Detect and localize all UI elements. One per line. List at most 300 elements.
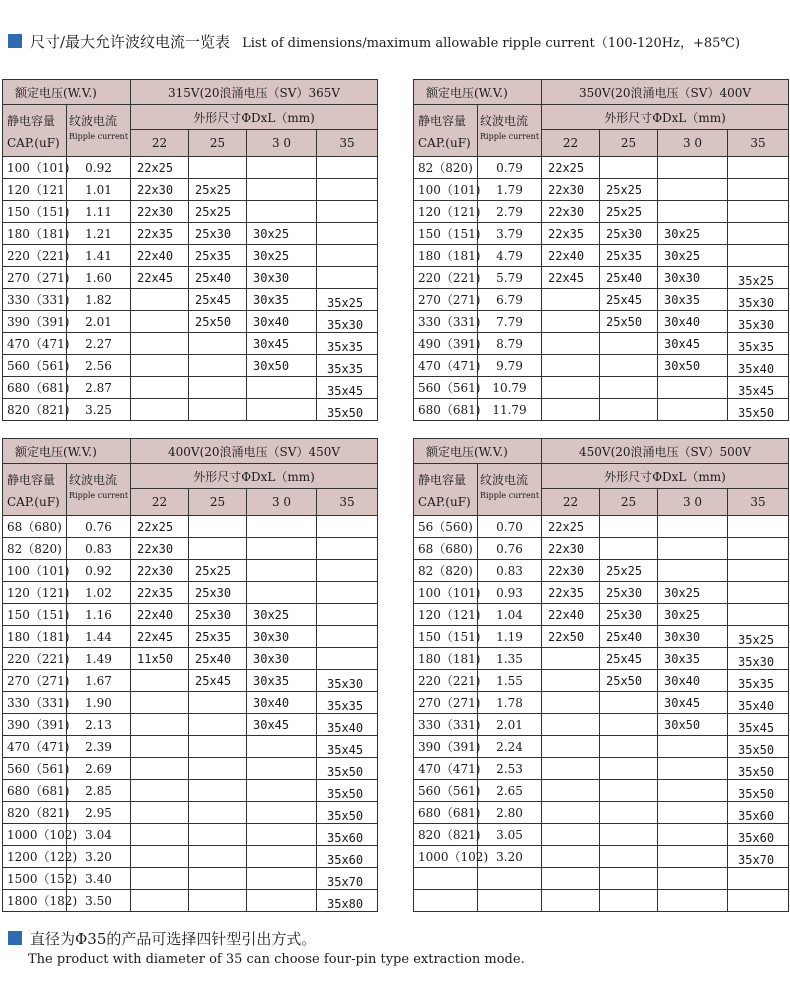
rated-voltage-label: 额定电压(W.V.) <box>414 439 542 464</box>
size-30-cell <box>658 846 728 868</box>
capacitance-cell: 330（331) <box>414 714 478 736</box>
capacitance-header <box>3 105 67 157</box>
voltage-header-row <box>3 80 378 105</box>
size-30-cell: 30x45 <box>658 333 728 355</box>
size-25-cell <box>600 399 658 421</box>
size-30-cell <box>247 201 317 223</box>
size-35-cell: 35x50 <box>317 758 378 780</box>
size-35-cell <box>728 560 789 582</box>
table-row <box>3 714 378 736</box>
size-25-cell: 25x50 <box>600 670 658 692</box>
diameter-25-header: 25 <box>600 130 658 157</box>
ripple-cell <box>478 890 542 912</box>
capacitance-cell: 180（181) <box>414 245 478 267</box>
table-row <box>3 157 378 179</box>
size-22-cell: 22x40 <box>131 245 189 267</box>
table-row <box>414 267 789 289</box>
table-row <box>3 333 378 355</box>
table-row <box>3 604 378 626</box>
size-22-cell: 22x25 <box>131 516 189 538</box>
size-22-cell <box>131 670 189 692</box>
size-35-cell <box>728 179 789 201</box>
size-30-cell: 30x30 <box>247 267 317 289</box>
capacitance-cell: 680（681) <box>3 780 67 802</box>
ripple-cell: 3.79 <box>478 223 542 245</box>
size-25-cell: 25x30 <box>600 582 658 604</box>
table-row <box>414 538 789 560</box>
size-22-cell <box>131 846 189 868</box>
capacitance-cell: 220（221) <box>414 267 478 289</box>
size-35-cell: 35x35 <box>728 670 789 692</box>
size-25-cell <box>600 333 658 355</box>
size-30-cell: 30x30 <box>247 626 317 648</box>
size-30-cell: 30x30 <box>247 648 317 670</box>
rated-voltage-label: 额定电压(W.V.) <box>3 439 131 464</box>
capacitance-cell <box>414 868 478 890</box>
ripple-cell: 1.02 <box>67 582 131 604</box>
capacitance-cell: 120（121 <box>3 179 67 201</box>
capacitance-cell: 82（820) <box>414 157 478 179</box>
capacitance-cell: 330（331) <box>3 289 67 311</box>
voltage-header-row <box>414 80 789 105</box>
size-22-cell <box>542 758 600 780</box>
size-22-cell: 22x25 <box>542 516 600 538</box>
cap-label-cn: 静电容量 <box>7 114 56 128</box>
size-22-cell <box>131 355 189 377</box>
size-22-cell <box>131 736 189 758</box>
size-25-cell <box>189 714 247 736</box>
size-30-cell: 30x35 <box>658 289 728 311</box>
size-22-cell <box>131 311 189 333</box>
diameter-35-header: 35 <box>317 130 378 157</box>
size-30-cell: 30x40 <box>247 311 317 333</box>
table-row <box>3 355 378 377</box>
size-30-cell <box>658 868 728 890</box>
table-row <box>3 377 378 399</box>
size-30-cell: 30x40 <box>247 692 317 714</box>
size-25-cell: 25x30 <box>189 223 247 245</box>
size-25-cell: 25x45 <box>600 648 658 670</box>
size-22-cell <box>542 399 600 421</box>
capacitance-cell: 150（151) <box>3 201 67 223</box>
ripple-cell: 1.04 <box>478 604 542 626</box>
capacitance-cell: 1200（122) <box>3 846 67 868</box>
size-25-cell <box>600 824 658 846</box>
capacitance-cell: 100（101) <box>414 179 478 201</box>
table-row <box>3 846 378 868</box>
size-22-cell: 22x30 <box>542 538 600 560</box>
diameter-35-header: 35 <box>728 489 789 516</box>
size-35-cell <box>317 223 378 245</box>
size-25-cell <box>189 355 247 377</box>
size-35-cell: 35x30 <box>728 311 789 333</box>
ripple-cell: 8.79 <box>478 333 542 355</box>
size-35-cell <box>317 626 378 648</box>
size-25-cell <box>189 802 247 824</box>
ripple-cell: 11.79 <box>478 399 542 421</box>
size-35-cell: 35x60 <box>317 846 378 868</box>
cap-label-en: CAP.(uF) <box>7 136 60 150</box>
capacitance-cell: 390（391) <box>414 736 478 758</box>
size-35-cell: 35x25 <box>728 626 789 648</box>
size-35-cell: 35x35 <box>317 692 378 714</box>
ripple-label-en: Ripple current <box>480 132 540 141</box>
size-25-cell <box>600 868 658 890</box>
voltage-value: 350V(20浪涌电压（SV）400V <box>542 80 789 105</box>
footnote-cn: 直径为Φ35的产品可选择四针型引出方式。 <box>30 929 317 948</box>
capacitance-cell: 330（331) <box>3 692 67 714</box>
size-35-cell: 35x40 <box>728 692 789 714</box>
size-35-cell <box>317 245 378 267</box>
size-30-cell: 30x25 <box>658 604 728 626</box>
ripple-cell: 0.83 <box>67 538 131 560</box>
diameter-30-header: 3 0 <box>247 130 317 157</box>
capacitance-cell: 150（151) <box>3 604 67 626</box>
ripple-cell: 0.93 <box>478 582 542 604</box>
table-row <box>3 626 378 648</box>
size-22-cell: 22x25 <box>131 157 189 179</box>
size-35-cell: 35x60 <box>317 824 378 846</box>
capacitance-cell: 470（471) <box>3 333 67 355</box>
ripple-cell: 1.78 <box>478 692 542 714</box>
size-22-cell: 22x25 <box>542 157 600 179</box>
ripple-header <box>67 105 131 157</box>
ripple-cell: 3.05 <box>478 824 542 846</box>
table-row <box>3 758 378 780</box>
size-25-cell: 25x50 <box>600 311 658 333</box>
capacitance-cell: 100（101) <box>3 157 67 179</box>
ripple-cell: 0.83 <box>478 560 542 582</box>
size-25-cell <box>600 736 658 758</box>
size-35-cell: 35x25 <box>728 267 789 289</box>
size-25-cell <box>189 157 247 179</box>
size-25-cell: 25x25 <box>189 201 247 223</box>
capacitance-cell: 1500（152) <box>3 868 67 890</box>
dimension-label: 外形尺寸ΦDxL（mm) <box>131 464 378 489</box>
table-row <box>3 890 378 912</box>
size-22-cell: 22x45 <box>542 267 600 289</box>
size-22-cell <box>131 868 189 890</box>
size-30-cell <box>247 846 317 868</box>
size-30-cell <box>247 538 317 560</box>
size-35-cell <box>728 201 789 223</box>
size-30-cell <box>247 582 317 604</box>
size-25-cell: 25x30 <box>600 223 658 245</box>
ripple-cell: 3.25 <box>67 399 131 421</box>
ripple-cell: 0.92 <box>67 157 131 179</box>
size-30-cell <box>247 868 317 890</box>
size-30-cell: 30x30 <box>658 626 728 648</box>
capacitance-cell: 270（271) <box>3 670 67 692</box>
size-25-cell: 25x25 <box>600 179 658 201</box>
ripple-cell: 1.79 <box>478 179 542 201</box>
size-30-cell: 30x35 <box>658 648 728 670</box>
capacitance-cell: 100（101) <box>414 582 478 604</box>
size-22-cell <box>542 780 600 802</box>
diameter-35-header: 35 <box>317 489 378 516</box>
ripple-cell: 7.79 <box>478 311 542 333</box>
capacitance-cell: 68（680) <box>3 516 67 538</box>
size-35-cell <box>728 582 789 604</box>
footnote <box>8 928 525 967</box>
ripple-cell: 2.95 <box>67 802 131 824</box>
ripple-cell: 2.53 <box>478 758 542 780</box>
table-row <box>414 582 789 604</box>
cap-label-cn: 静电容量 <box>418 114 467 128</box>
table-row <box>414 692 789 714</box>
cap-label-en: CAP.(uF) <box>7 495 60 509</box>
size-25-cell: 25x30 <box>189 582 247 604</box>
size-30-cell <box>658 802 728 824</box>
ripple-cell: 3.04 <box>67 824 131 846</box>
capacitance-cell: 180（181) <box>3 223 67 245</box>
ripple-cell: 1.35 <box>478 648 542 670</box>
ripple-cell: 0.76 <box>67 516 131 538</box>
size-25-cell <box>600 846 658 868</box>
dimension-header-row <box>3 105 378 130</box>
diameter-22-header: 22 <box>131 130 189 157</box>
size-30-cell: 30x25 <box>247 223 317 245</box>
capacitance-cell: 270（271) <box>3 267 67 289</box>
size-22-cell <box>131 714 189 736</box>
capacitance-header <box>414 105 478 157</box>
size-25-cell <box>189 538 247 560</box>
size-25-cell: 25x25 <box>189 560 247 582</box>
size-25-cell: 25x35 <box>189 245 247 267</box>
ripple-cell: 0.70 <box>478 516 542 538</box>
table-row <box>414 289 789 311</box>
capacitance-cell: 150（151) <box>414 626 478 648</box>
size-30-cell: 30x25 <box>658 223 728 245</box>
ripple-label-cn: 纹波电流 <box>480 114 529 128</box>
size-22-cell <box>131 802 189 824</box>
size-30-cell <box>247 824 317 846</box>
diameter-30-header: 3 0 <box>247 489 317 516</box>
size-30-cell: 30x25 <box>658 245 728 267</box>
size-35-cell <box>728 604 789 626</box>
cap-label-en: CAP.(uF) <box>418 136 471 150</box>
voltage-value: 450V(20浪涌电压（SV）500V <box>542 439 789 464</box>
size-30-cell: 30x25 <box>247 245 317 267</box>
table-row <box>414 333 789 355</box>
diameter-22-header: 22 <box>542 130 600 157</box>
size-25-cell <box>600 802 658 824</box>
size-25-cell: 25x25 <box>600 560 658 582</box>
size-22-cell <box>542 377 600 399</box>
size-25-cell <box>189 736 247 758</box>
size-35-cell <box>728 223 789 245</box>
capacitance-cell: 82（820) <box>3 538 67 560</box>
ripple-cell: 1.60 <box>67 267 131 289</box>
size-25-cell <box>600 377 658 399</box>
capacitance-cell: 220（221) <box>3 648 67 670</box>
size-35-cell: 35x35 <box>317 355 378 377</box>
size-22-cell <box>131 758 189 780</box>
size-35-cell: 35x45 <box>317 736 378 758</box>
rated-voltage-label: 额定电压(W.V.) <box>3 80 131 105</box>
size-35-cell: 35x50 <box>317 780 378 802</box>
size-35-cell <box>317 157 378 179</box>
ripple-label-en: Ripple current <box>480 491 540 500</box>
table-row <box>414 868 789 890</box>
size-30-cell: 30x50 <box>658 355 728 377</box>
heading-en: List of dimensions/maximum allowable ripple current（100-120Hz，+85℃) <box>242 35 741 51</box>
capacitance-header <box>3 464 67 516</box>
table-row <box>414 714 789 736</box>
size-22-cell <box>542 890 600 912</box>
diameter-22-header: 22 <box>542 489 600 516</box>
capacitance-cell: 68（680) <box>414 538 478 560</box>
size-22-cell: 22x30 <box>542 179 600 201</box>
size-22-cell <box>131 399 189 421</box>
size-30-cell: 30x35 <box>247 289 317 311</box>
size-25-cell <box>600 780 658 802</box>
size-35-cell <box>317 179 378 201</box>
spec-table <box>2 438 378 912</box>
ripple-cell: 1.82 <box>67 289 131 311</box>
size-25-cell <box>600 516 658 538</box>
size-25-cell: 25x45 <box>600 289 658 311</box>
table-row <box>414 201 789 223</box>
capacitance-cell: 56（560) <box>414 516 478 538</box>
size-35-cell: 35x45 <box>728 377 789 399</box>
size-30-cell <box>658 377 728 399</box>
size-30-cell <box>247 377 317 399</box>
size-30-cell: 30x40 <box>658 311 728 333</box>
size-22-cell <box>542 846 600 868</box>
size-35-cell: 35x30 <box>728 648 789 670</box>
table-row <box>3 824 378 846</box>
dimension-label: 外形尺寸ΦDxL（mm) <box>131 105 378 130</box>
size-25-cell: 25x25 <box>189 179 247 201</box>
capacitance-cell: 100（101) <box>3 560 67 582</box>
size-30-cell: 30x45 <box>247 714 317 736</box>
size-25-cell <box>189 516 247 538</box>
size-30-cell: 30x45 <box>247 333 317 355</box>
table-row <box>3 692 378 714</box>
ripple-header <box>478 105 542 157</box>
spec-table <box>2 79 378 421</box>
size-22-cell <box>542 868 600 890</box>
capacitance-cell: 120（121) <box>3 582 67 604</box>
size-22-cell: 22x50 <box>542 626 600 648</box>
table-row <box>414 736 789 758</box>
size-22-cell <box>542 311 600 333</box>
size-25-cell: 25x35 <box>600 245 658 267</box>
table-row <box>414 648 789 670</box>
capacitance-cell: 120（121) <box>414 201 478 223</box>
table-row <box>414 157 789 179</box>
size-35-cell: 35x30 <box>728 289 789 311</box>
capacitance-cell: 470（471) <box>414 758 478 780</box>
size-22-cell <box>542 289 600 311</box>
capacitance-cell: 150（151) <box>414 223 478 245</box>
capacitance-cell: 470（471) <box>414 355 478 377</box>
size-30-cell <box>658 758 728 780</box>
size-25-cell: 25x30 <box>189 604 247 626</box>
ripple-cell: 3.40 <box>67 868 131 890</box>
spec-table <box>413 79 789 421</box>
size-35-cell: 35x60 <box>728 802 789 824</box>
size-35-cell: 35x30 <box>317 670 378 692</box>
size-25-cell <box>189 780 247 802</box>
ripple-cell: 0.92 <box>67 560 131 582</box>
ripple-cell <box>478 868 542 890</box>
size-35-cell: 35x40 <box>317 714 378 736</box>
size-22-cell <box>542 802 600 824</box>
ripple-cell: 9.79 <box>478 355 542 377</box>
spec-table <box>413 438 789 912</box>
capacitance-cell: 560（561) <box>414 780 478 802</box>
size-22-cell: 22x35 <box>542 582 600 604</box>
capacitance-cell: 1000（102) <box>414 846 478 868</box>
ripple-cell: 1.01 <box>67 179 131 201</box>
table-row <box>414 846 789 868</box>
capacitance-cell: 180（181) <box>414 648 478 670</box>
table-row <box>3 802 378 824</box>
table-row <box>414 223 789 245</box>
ripple-cell: 1.44 <box>67 626 131 648</box>
size-35-cell: 35x70 <box>728 846 789 868</box>
capacitance-cell: 470（471) <box>3 736 67 758</box>
table-row <box>3 311 378 333</box>
size-30-cell <box>658 560 728 582</box>
size-25-cell <box>600 714 658 736</box>
ripple-cell: 2.85 <box>67 780 131 802</box>
table-row <box>414 399 789 421</box>
size-30-cell: 30x45 <box>658 692 728 714</box>
size-30-cell: 30x40 <box>658 670 728 692</box>
capacitance-cell: 180（181) <box>3 626 67 648</box>
size-22-cell <box>542 648 600 670</box>
capacitance-cell: 220（221) <box>3 245 67 267</box>
size-25-cell: 25x25 <box>600 201 658 223</box>
size-22-cell: 22x35 <box>542 223 600 245</box>
size-25-cell <box>189 692 247 714</box>
size-22-cell <box>131 890 189 912</box>
size-25-cell: 25x40 <box>189 267 247 289</box>
size-35-cell: 35x60 <box>728 824 789 846</box>
ripple-cell: 2.87 <box>67 377 131 399</box>
capacitance-cell: 820（821) <box>414 824 478 846</box>
table-row <box>3 245 378 267</box>
size-25-cell <box>600 758 658 780</box>
table-row <box>414 179 789 201</box>
size-35-cell <box>317 604 378 626</box>
ripple-cell: 2.24 <box>478 736 542 758</box>
rated-voltage-label: 额定电压(W.V.) <box>414 80 542 105</box>
size-22-cell: 22x30 <box>131 538 189 560</box>
size-30-cell: 30x30 <box>658 267 728 289</box>
ripple-cell: 3.20 <box>478 846 542 868</box>
size-22-cell <box>131 824 189 846</box>
voltage-value: 315V(20浪涌电压（SV）365V <box>131 80 378 105</box>
size-22-cell: 22x40 <box>131 604 189 626</box>
size-22-cell <box>131 692 189 714</box>
size-22-cell <box>542 824 600 846</box>
ripple-cell: 4.79 <box>478 245 542 267</box>
ripple-cell: 2.01 <box>67 311 131 333</box>
capacitance-cell: 490（391) <box>414 333 478 355</box>
size-25-cell <box>600 692 658 714</box>
capacitance-cell: 560（561) <box>3 758 67 780</box>
size-30-cell: 30x50 <box>247 355 317 377</box>
size-35-cell: 35x30 <box>317 311 378 333</box>
size-22-cell: 22x30 <box>542 560 600 582</box>
size-22-cell: 22x30 <box>542 201 600 223</box>
table-row <box>414 670 789 692</box>
dimension-label: 外形尺寸ΦDxL（mm) <box>542 464 789 489</box>
